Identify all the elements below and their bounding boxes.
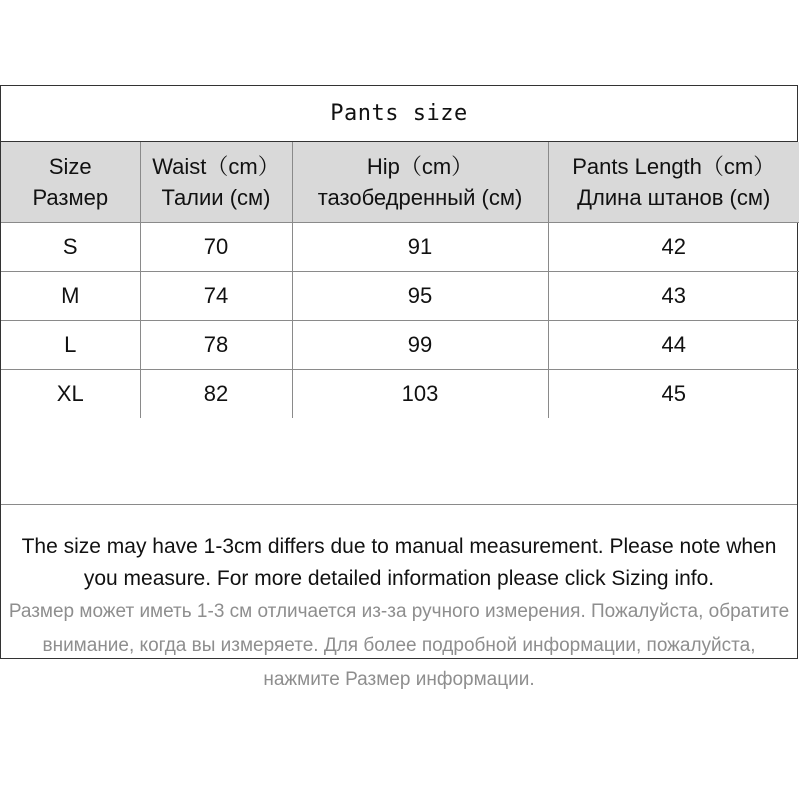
header-waist-en: Waist（cm） <box>152 154 280 179</box>
header-size-ru: Размер <box>32 185 109 210</box>
cell-hip: 99 <box>292 321 548 370</box>
cell-size: L <box>1 321 140 370</box>
size-chart <box>0 85 798 690</box>
cell-size: XL <box>1 370 140 419</box>
header-hip <box>292 142 548 223</box>
table-row <box>1 370 799 419</box>
header-row <box>1 142 799 223</box>
measurement-note <box>1 504 797 697</box>
cell-length: 44 <box>548 321 799 370</box>
cell-waist: 70 <box>140 223 292 272</box>
cell-size: M <box>1 272 140 321</box>
note-english: The size may have 1-3cm differs due to manual measurement. Please note when you measure. For more detailed information please click Sizing info. <box>21 535 777 590</box>
cell-length: 43 <box>548 272 799 321</box>
chart-title: Pants size <box>1 86 797 142</box>
header-length <box>548 142 799 223</box>
header-size-en: Size <box>48 154 92 179</box>
cell-hip: 95 <box>292 272 548 321</box>
header-hip-en: Hip（cm） <box>366 154 474 179</box>
cell-size: S <box>1 223 140 272</box>
cell-hip: 91 <box>292 223 548 272</box>
header-length-ru: Длина штанов (см) <box>577 185 771 210</box>
cell-length: 45 <box>548 370 799 419</box>
header-waist-ru: Талии (см) <box>161 185 271 210</box>
cell-hip: 103 <box>292 370 548 419</box>
note-russian: Размер может иметь 1-3 см отличается из-за ручного измерения. Пожалуйста, обратите внимание, когда вы измеряете. Для более подробной информации, пожалуйста, нажмите Размер информации. <box>8 601 790 690</box>
header-size <box>1 142 140 223</box>
header-waist <box>140 142 292 223</box>
cell-waist: 78 <box>140 321 292 370</box>
header-length-en: Pants Length（cm） <box>572 154 776 179</box>
size-table <box>1 142 799 418</box>
cell-waist: 74 <box>140 272 292 321</box>
header-hip-ru: тазобедренный (см) <box>317 185 523 210</box>
cell-length: 42 <box>548 223 799 272</box>
table-row <box>1 321 799 370</box>
cell-waist: 82 <box>140 370 292 419</box>
table-row <box>1 223 799 272</box>
table-row <box>1 272 799 321</box>
